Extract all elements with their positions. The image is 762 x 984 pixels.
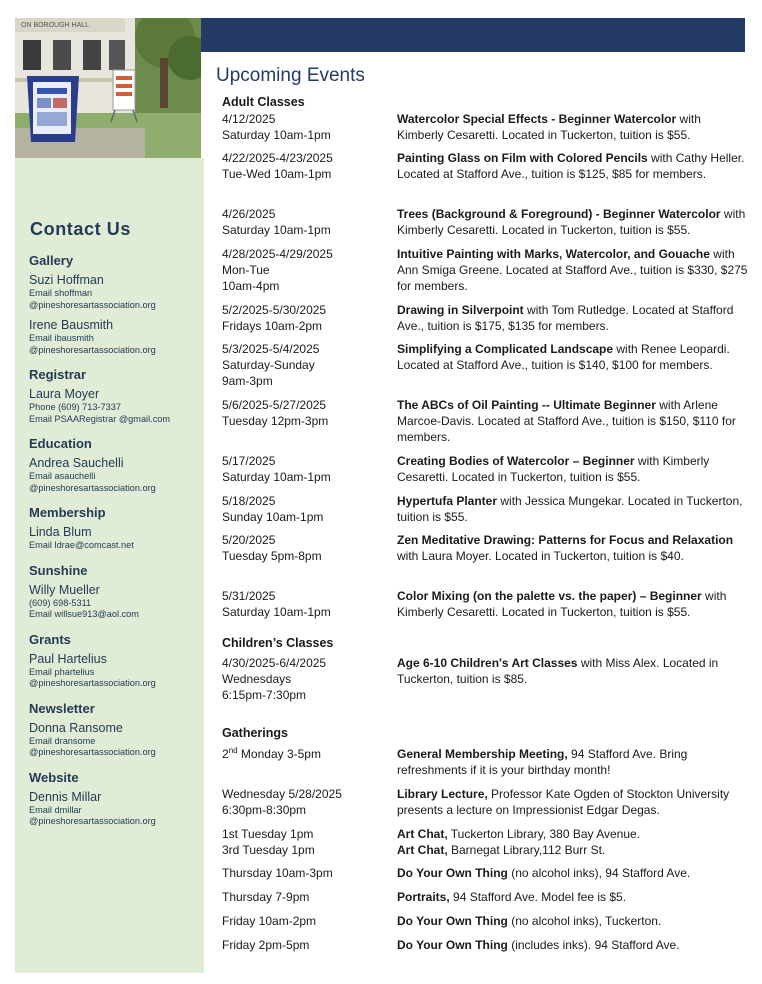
event-when-line: 1st Tuesday 1pm [222, 827, 314, 841]
event-title: Creating Bodies of Watercolor – Beginner [397, 454, 635, 468]
event-when-line: Thursday 7-9pm [222, 890, 310, 904]
event-when [222, 532, 392, 564]
event-when [222, 150, 392, 182]
event-line [397, 302, 749, 334]
event-line [397, 341, 749, 373]
event-title: Library Lecture, [397, 787, 488, 801]
event-when-line: 5/18/2025 [222, 494, 276, 508]
event-when [222, 826, 392, 858]
event-when-line: 3rd Tuesday 1pm [222, 843, 315, 857]
event-when-line: 4/28/2025-4/29/2025 [222, 247, 333, 261]
event-when [222, 246, 392, 294]
contact-name: Suzi Hoffman [29, 273, 104, 287]
event-when-line: Thursday 10am-3pm [222, 866, 333, 880]
event-description [397, 246, 749, 294]
event-description [397, 532, 749, 564]
event-description [397, 493, 749, 525]
event-when [222, 302, 392, 334]
contact-detail: Email phartelius [29, 666, 95, 677]
contact-group-heading: Membership [29, 505, 106, 520]
contact-name: Paul Hartelius [29, 651, 107, 666]
event-description [397, 341, 749, 373]
event-when-line: Saturday 10am-1pm [222, 128, 331, 142]
event-line [397, 453, 749, 485]
event-line [397, 826, 749, 842]
building-sign-text: ON BOROUGH HALL [21, 22, 90, 29]
event-details: with Kimberly Cesaretti. Located in Tuckerton, tuition is $55. [397, 589, 727, 619]
event-when-line: 5/17/2025 [222, 454, 276, 468]
event-description [397, 746, 749, 778]
event-when [222, 206, 392, 238]
contact-detail: Email ldrae@comcast.net [29, 540, 134, 550]
contact-name: Laura Moyer [29, 387, 100, 401]
event-line [397, 397, 749, 445]
event-when-line [222, 746, 392, 762]
event-when [222, 397, 392, 429]
contact-detail: Email ibausmith [29, 333, 94, 343]
contact-name: Dennis Millar [29, 789, 102, 804]
event-when [222, 655, 392, 703]
event-details: with Arlene Marcoe-Davis. Located at Stafford Ave., tuition is $150, $110 for members. [397, 398, 736, 444]
event-details: 94 Stafford Ave. Bring refreshments if it is your birthday month! [397, 747, 688, 777]
contact-detail: Email willsue913@aol.com [29, 609, 139, 619]
event-line [397, 889, 749, 905]
event-details: with Miss Alex. Located in Tuckerton, tuition is $85. [397, 656, 719, 686]
event-title: Zen Meditative Drawing: Patterns for Focus and Relaxation [397, 533, 734, 547]
event-when-line: 4/22/2025-4/23/2025 [222, 151, 333, 165]
event-title: Portraits, [397, 890, 450, 904]
event-when-part: Monday 3-5pm [237, 747, 321, 761]
event-details: with Ann Smiga Greene. Located at Stafford Ave., tuition is $330, $275 for members. [397, 247, 748, 293]
event-when-line: Saturday 10am-1pm [222, 470, 331, 484]
event-description [397, 913, 749, 929]
event-title: Do Your Own Thing [397, 866, 508, 880]
event-title: Painting Glass on Film with Colored Pencils [397, 151, 648, 165]
contact-detail: Email dmillar [29, 804, 82, 815]
event-title: Art Chat, [397, 843, 448, 857]
event-line [397, 937, 749, 953]
contact-group-heading: Education [29, 436, 92, 451]
event-line [397, 493, 749, 525]
contact-detail: @pineshoresartassociation.org [29, 482, 156, 493]
event-description [397, 302, 749, 334]
event-when-line: 4/12/2025 [222, 112, 276, 126]
event-description [397, 889, 749, 905]
event-details: with Laura Moyer. Located in Tuckerton, tuition is $40. [397, 549, 684, 563]
contact-detail: @pineshoresartassociation.org [29, 299, 156, 310]
event-description [397, 826, 749, 858]
event-when-line: Wednesdays [222, 672, 292, 686]
event-title: Simplifying a Complicated Landscape [397, 342, 614, 356]
contact-group-heading: Sunshine [29, 562, 88, 578]
contact-detail: @pineshoresartassociation.org [29, 678, 156, 688]
event-line [397, 246, 749, 294]
event-when-line: 9am-3pm [222, 374, 273, 388]
event-details: (no alcohol inks), Tuckerton. [507, 914, 662, 928]
event-when-line: 6:30pm-8:30pm [222, 803, 307, 817]
event-title: Color Mixing (on the palette vs. the paper) – Beginner [397, 589, 702, 603]
event-when-line: Wednesday 5/28/2025 [222, 787, 342, 801]
event-title: Do Your Own Thing [397, 914, 508, 928]
event-details: (includes inks). 94 Stafford Ave. [507, 938, 680, 952]
event-description [397, 786, 749, 818]
event-details: with Jessica Mungekar. Located in Tuckerton, tuition is $55. [397, 494, 743, 524]
event-when-line: 5/2/2025-5/30/2025 [222, 303, 327, 317]
section-title: Children’s Classes [222, 636, 334, 650]
event-line [397, 588, 749, 620]
event-description [397, 150, 749, 182]
contact-name: Irene Bausmith [29, 318, 114, 332]
event-details: with Kimberly Cesaretti. Located in Tuckerton, tuition is $55. [397, 454, 710, 484]
event-line [397, 111, 749, 143]
event-line [397, 865, 749, 881]
event-when-line: Saturday 10am-1pm [222, 223, 331, 237]
event-details: with Kimberly Cesaretti. Located in Tuckerton, tuition is $55. [397, 207, 746, 237]
event-title: General Membership Meeting, [397, 747, 568, 761]
event-line [397, 532, 749, 564]
section-title: Adult Classes [222, 95, 305, 109]
event-when-line: 6:15pm-7:30pm [222, 688, 307, 702]
event-when-line: 4/30/2025-6/4/2025 [222, 656, 327, 670]
contact-name: Andrea Sauchelli [29, 456, 124, 470]
event-when-line: Friday 10am-2pm [222, 914, 317, 928]
event-when [222, 746, 392, 762]
contact-detail: @pineshoresartassociation.org [29, 747, 156, 757]
event-when-line: Tue-Wed 10am-1pm [222, 167, 332, 181]
contact-group-heading: Website [29, 769, 79, 785]
event-details: with Renee Leopardi. Located at Stafford Ave., tuition is $140, $100 for members. [397, 342, 730, 372]
contact-detail: (609) 698-5311 [29, 597, 92, 608]
event-title: Drawing in Silverpoint [397, 303, 524, 317]
event-details: Barnegat Library,112 Burr St. [447, 843, 606, 857]
event-title: The ABCs of Oil Painting -- Ultimate Beginner [397, 398, 656, 412]
event-description [397, 206, 749, 238]
contact-detail: Phone (609) 713-7337 [29, 402, 121, 412]
event-when-line: 5/6/2025-5/27/2025 [222, 398, 327, 412]
contact-name: Willy Mueller [29, 582, 100, 597]
contact-detail: Email shoffman [29, 288, 93, 298]
event-when-line: 5/3/2025-5/4/2025 [222, 342, 320, 356]
event-when-line: Friday 2pm-5pm [222, 938, 310, 952]
event-when-line: 10am-4pm [222, 279, 280, 293]
event-when-line: Mon-Tue [222, 263, 270, 277]
event-title: Intuitive Painting with Marks, Watercolor, and Gouache [397, 247, 710, 261]
event-when-line: Fridays 10am-2pm [222, 319, 323, 333]
event-when-line: Saturday-Sunday [222, 358, 315, 372]
event-when [222, 453, 392, 485]
event-when [222, 889, 392, 905]
event-line [397, 746, 749, 778]
event-line [397, 913, 749, 929]
event-when-line: Sunday 10am-1pm [222, 510, 324, 524]
contact-detail: @pineshoresartassociation.org [29, 344, 156, 355]
event-when-part: 2 [222, 747, 229, 761]
event-when [222, 493, 392, 525]
contact-group-heading: Registrar [29, 367, 87, 382]
event-when-line: Tuesday 12pm-3pm [222, 414, 329, 428]
section-title: Gatherings [222, 726, 288, 740]
event-details: with Kimberly Cesaretti. Located in Tuckerton, tuition is $55. [397, 112, 701, 142]
event-when [222, 341, 392, 389]
event-details: Tuckerton Library, 380 Bay Avenue. [447, 827, 641, 841]
event-when-sup: nd [228, 746, 238, 755]
event-line [397, 150, 749, 182]
contact-group-heading: Grants [29, 631, 71, 647]
event-when [222, 937, 392, 953]
page-title: Upcoming Events [216, 65, 365, 86]
event-when [222, 588, 392, 620]
event-description [397, 397, 749, 445]
contact-group-heading: Newsletter [29, 700, 95, 716]
event-title: Do Your Own Thing [397, 938, 508, 952]
event-when-line: 4/26/2025 [222, 207, 276, 221]
event-line [397, 842, 749, 858]
event-when [222, 865, 392, 881]
event-description [397, 453, 749, 485]
event-title: Watercolor Special Effects - Beginner Watercolor [397, 112, 677, 126]
contact-group-heading: Gallery [29, 253, 74, 268]
event-when [222, 111, 392, 143]
event-line [397, 786, 749, 818]
event-title: Art Chat, [397, 827, 448, 841]
event-details: 94 Stafford Ave. Model fee is $5. [449, 890, 627, 904]
contact-name: Linda Blum [29, 525, 92, 539]
event-description [397, 865, 749, 881]
event-title: Hypertufa Planter [397, 494, 498, 508]
event-description [397, 111, 749, 143]
contact-detail: Email dransome [29, 735, 96, 746]
contact-detail: Email asauchelli [29, 471, 96, 481]
event-when [222, 913, 392, 929]
event-when-line: Tuesday 5pm-8pm [222, 549, 322, 563]
event-when [222, 786, 392, 818]
event-details: (no alcohol inks), 94 Stafford Ave. [507, 866, 691, 880]
event-title: Age 6-10 Children's Art Classes [397, 656, 578, 670]
event-details: with Cathy Heller. Located at Stafford Ave., tuition is $125, $85 for members. [397, 151, 745, 181]
contact-title: Contact Us [30, 219, 132, 239]
event-details: with Tom Rutledge. Located at Stafford Ave., tuition is $175, $135 for members. [397, 303, 734, 333]
contact-detail: Email PSAARegistrar @gmail.com [29, 413, 171, 424]
event-description [397, 655, 749, 687]
event-when-line: 5/31/2025 [222, 589, 276, 603]
event-description [397, 588, 749, 620]
contact-detail: @pineshoresartassociation.org [29, 816, 156, 826]
event-when-line: Saturday 10am-1pm [222, 605, 331, 619]
event-when-line: 5/20/2025 [222, 533, 276, 547]
event-details: Professor Kate Ogden of Stockton University presents a lecture on Impressionist Edgar Degas. [397, 787, 730, 817]
event-line [397, 206, 749, 238]
event-title: Trees (Background & Foreground) - Beginner Watercolor [397, 207, 721, 221]
event-description [397, 937, 749, 953]
contact-name: Donna Ransome [29, 720, 123, 735]
event-line [397, 655, 749, 687]
